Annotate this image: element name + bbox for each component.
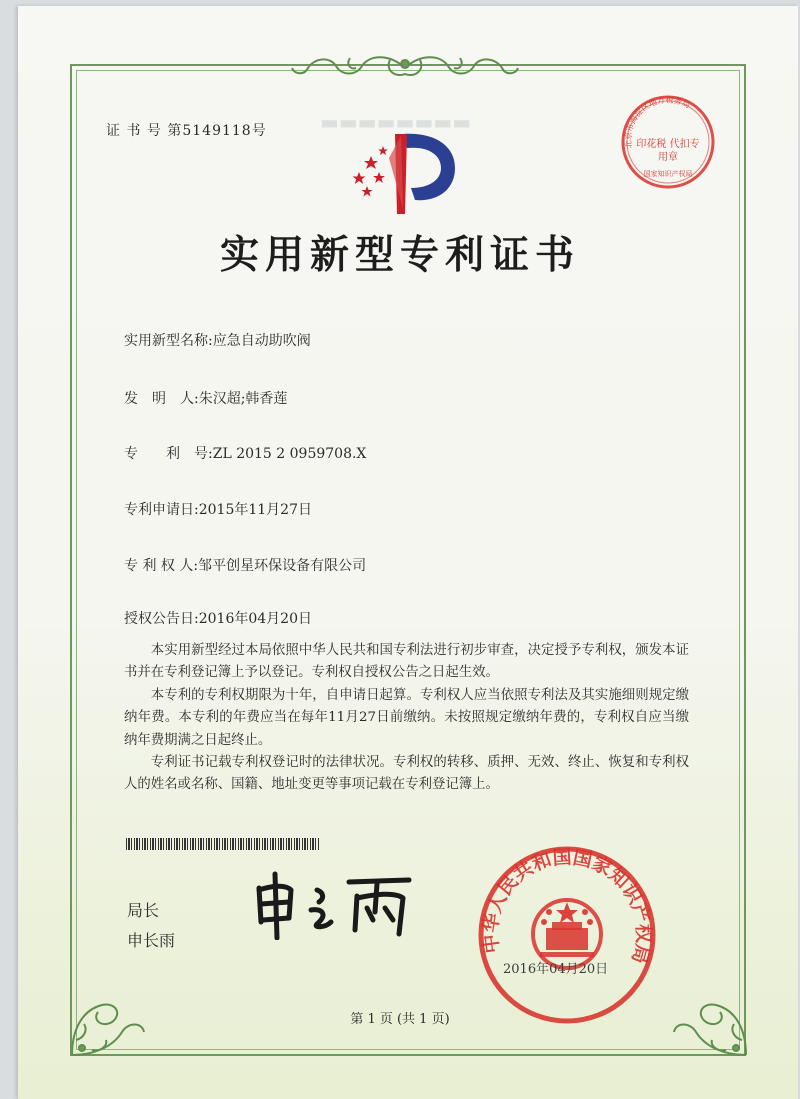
field-value: 邹平创星环保设备有限公司 xyxy=(198,558,367,574)
field-value: 应急自动助吹阀 xyxy=(212,333,311,349)
tax-stamp-center-text: 印花税 代扣专用章 xyxy=(636,139,700,163)
body-paragraph: 专利证书记载专利权登记时的法律状况。专利权的转移、质押、无效、终止、恢复和专利权人的姓名或名称、国籍、地址变更等事项记载在专利登记簿上。 xyxy=(124,755,689,793)
body-paragraph: 本专利的专利权期限为十年，自申请日起算。专利权人应当依照专利法及其实施细则规定缴纳年费。本专利的年费应当在每年11月27日前缴纳。未按照规定缴纳年费的，专利权自应当缴纳年费期满之日起终止。 xyxy=(124,687,689,748)
show-through-text: ▬▬▬▬▬▬▬▬ xyxy=(320,110,472,134)
field-utility-model-name xyxy=(124,330,311,350)
field-patentee xyxy=(124,555,366,575)
body-paragraph: 本实用新型经过本局依照中华人民共和国专利法进行初步审查，决定授予专利权，颁发本证书并在专利登记簿上予以登记。专利权自授权公告之日起生效。 xyxy=(124,643,689,681)
top-floral-ornament-icon xyxy=(290,50,520,86)
tax-stamp-bottom-text: 国家知识产权局 xyxy=(643,170,693,178)
certificate-number xyxy=(106,120,267,140)
official-seal-icon xyxy=(474,842,660,1028)
field-application-date xyxy=(124,499,312,519)
field-label: 授权公告日: xyxy=(124,611,199,627)
field-patent-number xyxy=(124,443,366,463)
field-value: ZL 2015 2 0959708.X xyxy=(212,446,367,462)
field-label: 专 利 号: xyxy=(124,446,213,462)
seal-date: 2016年04月20日 xyxy=(503,962,609,977)
field-label: 发 明 人: xyxy=(124,391,199,407)
field-grant-date xyxy=(124,608,312,628)
field-inventors xyxy=(124,388,287,408)
tax-stamp-ring-text: 北京市海淀区地方税务局 xyxy=(623,95,692,149)
patent-office-logo-icon xyxy=(345,128,460,220)
official-seal-text: 中华人民共和国国家知识产权局 xyxy=(479,846,655,967)
director-title: 局长 xyxy=(127,901,160,920)
field-value: 朱汉超;韩香莲 xyxy=(198,391,288,407)
field-label: 实用新型名称: xyxy=(124,333,213,349)
certificate-number-value: 第5149118号 xyxy=(167,123,267,139)
certificate-body xyxy=(124,640,689,797)
director-name: 申长雨 xyxy=(127,931,176,950)
field-label: 专利申请日: xyxy=(124,502,199,518)
handwritten-signature-icon xyxy=(245,868,415,940)
field-value: 2016年04月20日 xyxy=(198,611,312,627)
certificate-number-label: 证 书 号 xyxy=(106,123,162,139)
page-number: 第 1 页 (共 1 页) xyxy=(350,1012,450,1027)
field-value: 2015年11月27日 xyxy=(198,502,312,518)
field-label: 专 利 权 人: xyxy=(124,558,199,574)
certificate-title: 实用新型专利证书 xyxy=(219,233,580,278)
barcode xyxy=(126,838,320,850)
